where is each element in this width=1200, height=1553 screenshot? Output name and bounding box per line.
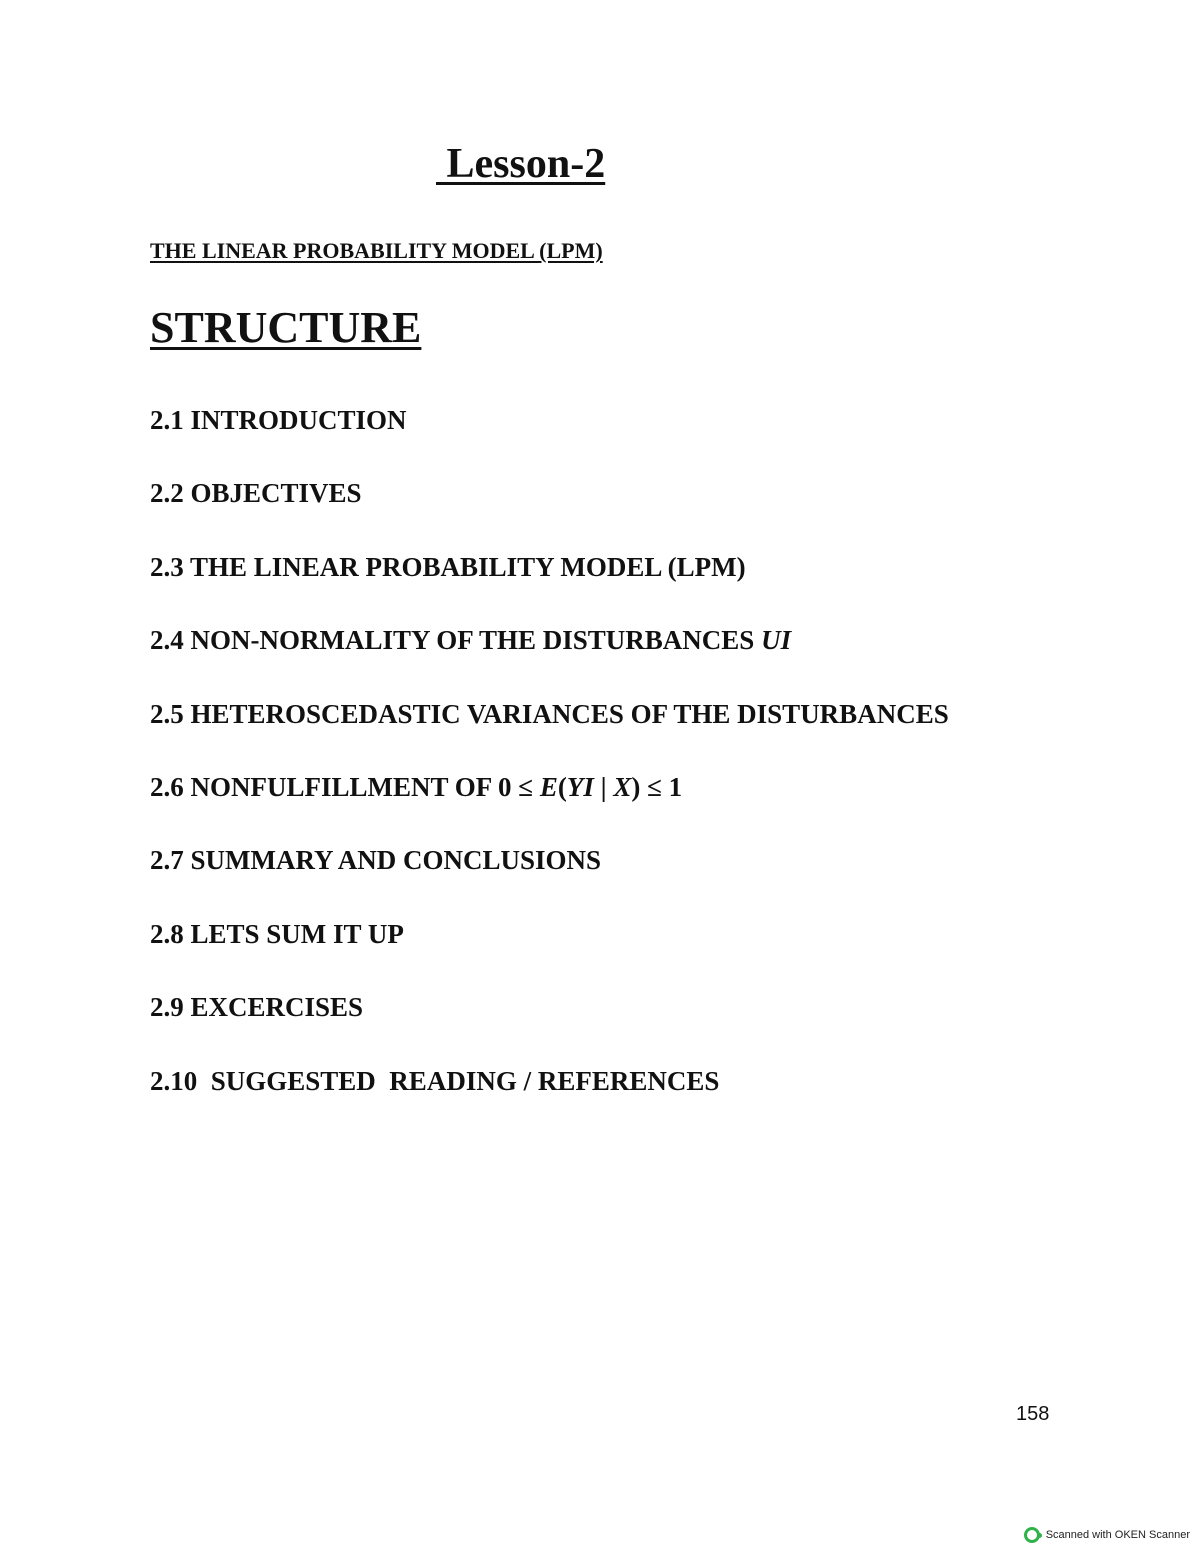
toc-item: 2.1 INTRODUCTION: [150, 405, 407, 435]
toc-item: 2.9 EXCERCISES: [150, 992, 364, 1023]
toc-item: 2.5 HETEROSCEDASTIC VARIANCES OF THE DISTURBANCES: [150, 698, 949, 729]
table-of-contents: [150, 403, 949, 1137]
toc-item: 2.4 NON-NORMALITY OF THE DISTURBANCES UI: [150, 625, 792, 656]
toc-item: 2.3 THE LINEAR PROBABILITY MODEL (LPM): [150, 551, 746, 582]
toc-item: 2.7 SUMMARY AND CONCLUSIONS: [150, 845, 602, 876]
structure-heading: STRUCTURE: [150, 303, 422, 352]
lesson-subtitle: THE LINEAR PROBABILITY MODEL (LPM): [150, 238, 603, 263]
scanner-text: Scanned with OKEN Scanner: [1045, 1529, 1190, 1541]
toc-item: 2.10 SUGGESTED READING / REFERENCES: [150, 1065, 720, 1096]
toc-item: 2.8 LETS SUM IT UP: [150, 918, 404, 949]
page-number: 158: [1016, 1403, 1050, 1425]
toc-item: 2.6 NONFULFILLMENT OF 0 ≤ E(YI | X) ≤ 1: [150, 771, 683, 802]
scanner-watermark: [1024, 1527, 1190, 1543]
toc-item: 2.2 OBJECTIVES: [150, 478, 362, 509]
oken-scanner-logo-icon: [1024, 1527, 1040, 1543]
lesson-title: Lesson-2: [436, 141, 606, 187]
